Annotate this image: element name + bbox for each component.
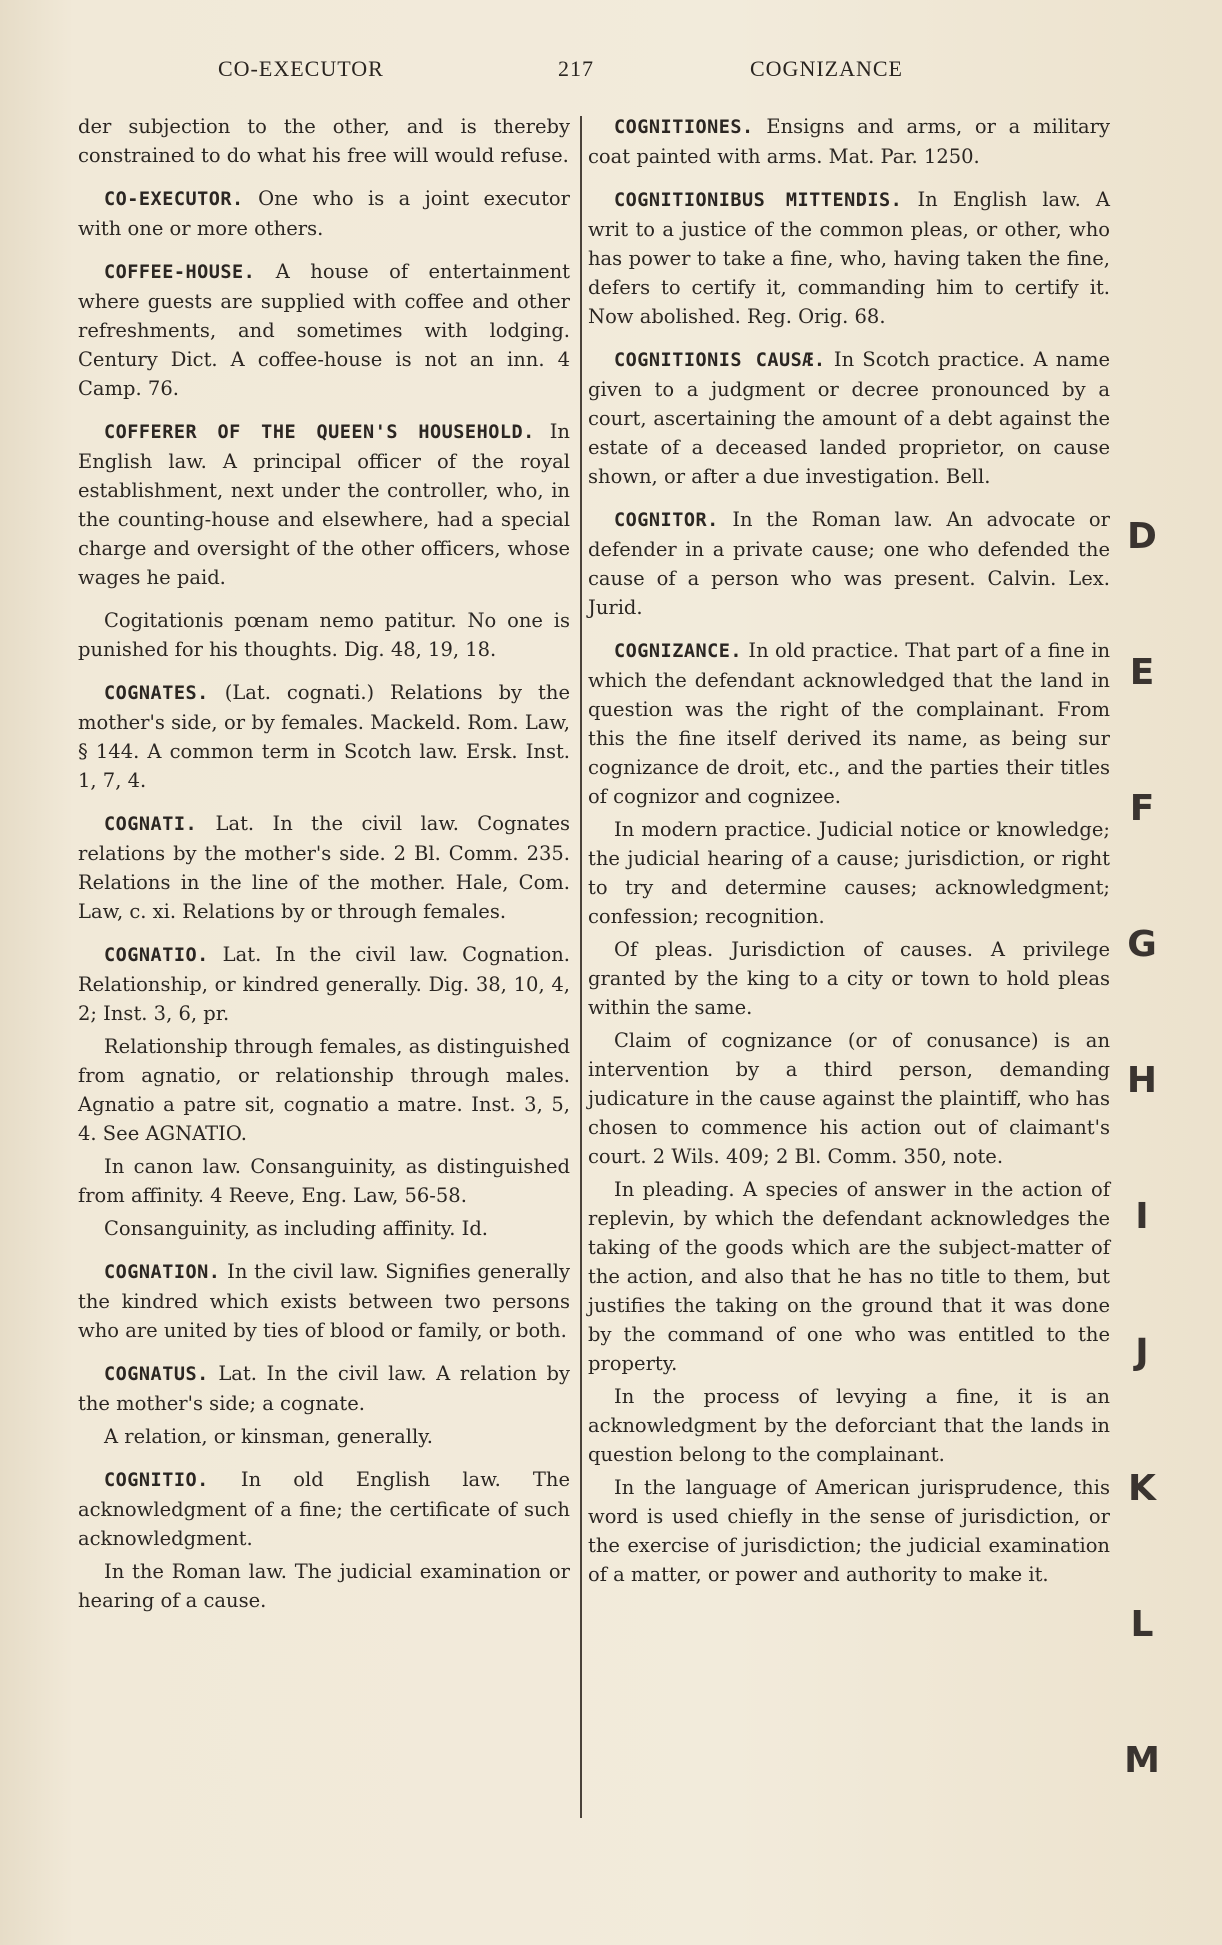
entry-cognitor [588, 505, 1110, 622]
definition: (Lat. cognati.) Relations by the mother's side, or by females. Mackeld. Rom. Law, § 144. A common term in Scotch law. Ersk. Inst. 1, 7, 4. [78, 681, 570, 792]
headword: COGNATES. [104, 683, 209, 704]
thumb-index-letter: E [1129, 652, 1155, 693]
definition: In English law. A principal officer of the royal establishment, next under the controller, who, in the counting-house and elsewhere, had a special charge and oversight of the other officers, whose wages he paid. [78, 420, 570, 589]
definition: In English law. A writ to a justice of the common pleas, or other, who has power to take a fine, who, having taken the fine, defers to certify it, commanding him to certify it. Now abolished. Reg. Orig. 68. [588, 188, 1110, 328]
entry-maxim [78, 606, 570, 664]
entry-cofferer [78, 417, 570, 592]
entry-cognitio [78, 1465, 570, 1615]
thumb-index-letter: M [1124, 1740, 1160, 1781]
headword: COGNITOR. [614, 510, 719, 531]
sub-paragraph: Of pleas. Jurisdiction of causes. A privilege granted by the king to a city or town to hold pleas within the same. [588, 938, 1110, 1019]
headword: CO-EXECUTOR. [104, 189, 244, 210]
definition: Ensigns and arms, or a military coat painted with arms. Mat. Par. 1250. [588, 115, 1111, 168]
page-number: 217 [558, 56, 594, 81]
entry-co-executor [78, 184, 570, 243]
entry-cognitionibus-mittendis [588, 185, 1110, 331]
entry-cognati [78, 809, 570, 926]
header-left-guide-word: CO-EXECUTOR [218, 56, 384, 81]
thumb-index-letter: H [1126, 1060, 1158, 1101]
definition: A house of entertainment where guests are supplied with coffee and other refreshments, and sometimes with lodging. Century Dict. A coffee-house is not an inn. 4 Camp. 76. [78, 260, 570, 400]
headword: COFFERER OF THE QUEEN'S HOUSEHOLD. [104, 422, 535, 443]
definition: In old English law. The acknowledgment of a fine; the certificate of such acknowledgment. [78, 1468, 571, 1550]
continuation-text: der subjection to the other, and is thereby constrained to do what his free will would refuse. [78, 115, 570, 167]
entry-cognates [78, 678, 570, 795]
definition: One who is a joint executor with one or more others. [78, 187, 570, 240]
thumb-index-letter: J [1135, 1332, 1149, 1373]
entry-cognation [78, 1257, 570, 1345]
definition: Lat. In the civil law. Cognation. Relationship, or kindred generally. Dig. 38, 10, 4, 2; Inst. 3, 6, pr. [78, 943, 570, 1025]
headword: COGNATIO. [104, 945, 209, 966]
definition: In old practice. That part of a fine in which the defendant acknowledged that the land in question was the right of the complainant. From this the fine itself derived its name, as being sur cognizance de droit, etc., and the parties their titles of cognizor and cognizee. [588, 639, 1111, 808]
thumb-index-letter: F [1129, 788, 1155, 829]
headword: COGNIZANCE. [614, 641, 743, 662]
sub-paragraph: In the Roman law. The judicial examination or hearing of a cause. [78, 1560, 570, 1612]
sub-paragraph: Claim of cognizance (or of conusance) is an intervention by a third person, demanding judicature in the cause against the plaintiff, who has chosen to commence his action out of claimant's court. 2 Wils. 409; 2 Bl. Comm. 350, note. [588, 1029, 1110, 1168]
definition: Lat. In the civil law. Cognates relations by the mother's side. 2 Bl. Comm. 235. Relations in the line of the mother. Hale, Com. Law, c. xi. Relations by or through females. [78, 812, 570, 923]
left-column [78, 112, 570, 1629]
definition: Lat. In the civil law. A relation by the mother's side; a cognate. [78, 1362, 570, 1415]
headword: COGNITIONIS CAUSÆ. [614, 350, 826, 371]
definition: In the civil law. Signifies generally the kindred which exists between two persons who are united by ties of blood or family, or both. [78, 1260, 571, 1342]
headword: COGNITIONIBUS MITTENDIS. [614, 190, 903, 211]
thumb-index-letter: K [1128, 1468, 1156, 1509]
headword: COFFEE-HOUSE. [104, 262, 256, 283]
entry-cognatus [78, 1359, 570, 1451]
sub-paragraph: In the process of levying a fine, it is an acknowledgment by the deforciant that the lands in question belong to the complainant. [588, 1385, 1110, 1466]
thumb-index-letter: G [1127, 924, 1157, 965]
right-column [588, 112, 1110, 1603]
headword: COGNATI. [104, 814, 198, 835]
sub-paragraph: A relation, or kinsman, generally. [104, 1425, 433, 1448]
sub-paragraph: In canon law. Consanguinity, as distinguished from affinity. 4 Reeve, Eng. Law, 56-58. [78, 1155, 570, 1207]
entry-cognitiones [588, 112, 1110, 171]
sub-paragraph: In modern practice. Judicial notice or knowledge; the judicial hearing of a cause; jurisdiction, or right to try and determine causes; acknowledgment; confession; recognition. [588, 818, 1110, 928]
headword: COGNATUS. [104, 1364, 209, 1385]
thumb-index [1122, 500, 1182, 1800]
headword: COGNITIONES. [614, 117, 754, 138]
maxim: Cogitationis pœnam nemo patitur. [104, 609, 457, 632]
sub-paragraph: In pleading. A species of answer in the action of replevin, by which the defendant acknowledges the taking of the goods which are the subject-matter of the action, and also that he has no title to them, but justifies the taking on the ground that it was done by the command of one who was entitled to the property. [588, 1178, 1110, 1375]
definition: In the Roman law. An advocate or defender in a private cause; one who defended the cause of a person who was present. Calvin. Lex. Jurid. [588, 508, 1110, 619]
definition: No one is punished for his thoughts. Dig. 48, 19, 18. [78, 609, 570, 661]
definition: In Scotch practice. A name given to a judgment or decree pronounced by a court, ascertaining the amount of a debt against the estate of a deceased landed proprietor, on cause shown, or after a due investigation. Bell. [588, 348, 1111, 488]
column-divider [580, 116, 582, 1818]
thumb-index-letter: I [1135, 1196, 1149, 1237]
entry-coffee-house [78, 257, 570, 403]
header-right-guide-word: COGNIZANCE [750, 56, 903, 81]
thumb-index-letter: D [1127, 516, 1157, 557]
entry-cognatio [78, 940, 570, 1243]
headword: COGNATION. [104, 1262, 221, 1283]
sub-paragraph: Relationship through females, as distinguished from agnatio, or relationship through males. Agnatio a patre sit, cognatio a matre. Inst. 3, 5, 4. See AGNATIO. [78, 1035, 570, 1145]
entry-cognitionis-causae [588, 345, 1110, 491]
thumb-index-letter: L [1130, 1604, 1154, 1645]
running-header [0, 56, 1222, 86]
sub-paragraph: Consanguinity, as including affinity. Id. [104, 1217, 489, 1240]
entry-cognizance [588, 636, 1110, 1589]
sub-paragraph: In the language of American jurisprudence, this word is used chiefly in the sense of jurisdiction, or the exercise of jurisdiction; the judicial examination of a matter, or power and authority to make it. [588, 1476, 1110, 1586]
headword: COGNITIO. [104, 1470, 209, 1491]
